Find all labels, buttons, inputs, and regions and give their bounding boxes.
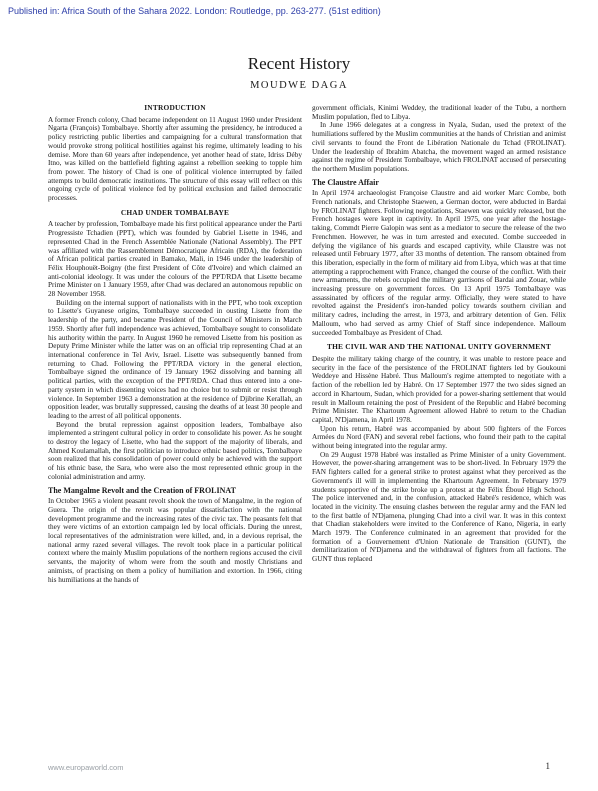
paragraph: A teacher by profession, Tombalbaye made his first political appearance under the Parti Progressiste Tchadien (PPT), which was founded by Gabriel Lisette in 1946, and represented Chad in the French Assemblée Nationale (National Assembly). The PPT was affiliated with the Rassemblement Démocratique Africain (RDA), the federation of African political parties created in Bamako, Mali, in 1946 under the leadership of Félix Houphouët-Boigny (the first President of Côte d'Ivoire) and which claimed an anti-colonial ideology. It was under the colours of the PPT/RDA that Lisette became Prime Minister on 1 January 1959, after Chad was declared an autonomous republic on 28 November 1958. <box>48 220 302 299</box>
paragraph: Building on the internal support of nationalists with in the PPT, who took exception to Lisette's Guyanese origins, Tombalbaye succeeded in ousting Lisette from the leadership of the party, and became President of the Council of Ministers in March 1959. Shortly after full independence was achieved, Tombalbaye sought to consolidate his authority within the party. In August 1960 he removed Lisette from his position as Deputy Prime Minister while the latter was on an official trip representing Chad at an international conference in Tel Aviv, Israel. Lisette was subsequently banned from returning to Chad. Following the PPT/RDA victory in the general election, Tombalbaye signed the ordinance of 19 January 1962 dissolving and banning all political parties, with the exception of the PPT/RDA. Chad thus entered into a one-party system in which dissenting voices had no choice but to submit or resist through violence. In September 1963 a demonstration at the residence of Djibrine Kerallah, an opposition leader, was brutally suppressed, causing the deaths of at least 30 people and leading to the arrest of all political opponents. <box>48 298 302 420</box>
subsection-heading: The Mangalme Revolt and the Creation of FROLINAT <box>48 485 236 495</box>
subsection-heading: The Claustre Affair <box>312 177 379 187</box>
paragraph: A former French colony, Chad became independent on 11 August 1960 under President Ngarta (François) Tombalbaye. Shortly after assuming the presidency, he introduced a policy restricting public liberties and campaigning for a cultural transformation that would provoke strong political hostilities against his regime, ultimately leading to his demise. More than 60 years after independence, yet another head of state, Idriss Déby Itno, was killed on the battlefield fighting against a rebellion seeking to topple him from power. The history of Chad is one of political violence interrupted by failed attempts to build democratic institutions. The structure of this essay will reflect on this ongoing cycle of political violence fed by political exclusion and failed democratic processes. <box>48 115 302 203</box>
paragraph: Despite the military taking charge of the country, it was unable to restore peace and security in the face of the persistence of the FROLINAT fighters led by Goukouni Weddeye and Hissène Habré. Thus Malloum's regime attempted to negotiate with a faction of the rebellion led by Habré. On 17 September 1977 the two sides signed an accord in Khartoum, Sudan, which provided for a power-sharing settlement that would result in Malloum retaining the post of President of the Republic and Habré becoming Prime Minister. The Khartoum Agreement allowed Habré to return to the Chadian capital, N'Djamena, in April 1978. <box>312 354 566 424</box>
left-column <box>48 104 302 759</box>
paragraph: In June 1966 delegates at a congress in Nyala, Sudan, used the pretext of the humiliations suffered by the Muslim communities at the hands of Christian and animist civil servants to found the Front de Libération Nationale du Tchad (FROLINAT). Under the leadership of Ibrahim Abatcha, the movement waged an armed resistance against the regime of President Tombalbaye, which FROLINAT accused of persecuting the northern Muslim populations. <box>312 121 566 173</box>
paragraph: On 29 August 1978 Habré was installed as Prime Minister of a unity Government. However, the power-sharing arrangement was to be short-lived. In February 1979 the FAN fighters called for a general strike to protest against what they perceived as the Government's ill will in implementing the Khartoum Agreement. In February 1979 students supportive of the strike broke up a protest at the Félix Éboué High School. The police intervened and, in the confusion, attacked Habré's residence, which was located in the vicinity. The ensuing clashes between the regular army and the FAN led to the first battle of N'Djamena, plunging Chad into a civil war. It was in this context that Chadian stakeholders were invited to the Conference of Kano, Nigeria, in early March 1979. The Conference culminated in an agreement that provided for the formation of a Gouvernement d'Union Nationale de Transition (GUNT), the demilitarization of N'Djamena and the withdrawal of fighters from all factions. The GUNT thus replaced <box>312 450 566 564</box>
section-heading: CHAD UNDER TOMBALBAYE <box>120 207 230 217</box>
page-number: 1 <box>545 761 550 771</box>
page-title: Recent History <box>247 54 351 73</box>
section-heading: INTRODUCTION <box>144 104 206 112</box>
right-column <box>312 104 566 759</box>
paragraph: government officials, Kinimi Weddey, the traditional leader of the Tubu, a northern Muslim population, fled to Libya. <box>312 104 566 121</box>
footer-url[interactable]: www.europaworld.com <box>48 763 124 772</box>
paragraph: In April 1974 archaeologist Françoise Claustre and aid worker Marc Combe, both French nationals, and Christophe Staewen, a German doctor, were abducted in Bardai by FROLINAT fighters. Following negotiations, Staewen was quickly released, but the French hostages were kept in captivity. In April 1975, one year after the hostage-taking, Commdt Pierre Galopin was sent as a mediator to secure the release of the two Frenchmen. However, he was in turn arrested and executed. Combe succeeded in defying the vigilance of his guards and escaped captivity, while Claustre was not released until February 1977, after 33 months of detention. The ransom obtained from this liberation, especially in the form of military aid from Libya, which was at that time attempting a rapprochement with France, changed the course of the conflict. With their new armaments, the rebels occupied the military garrisons of Bardai and Zouar, while increasing pressure on government forces. On 13 April 1975 Tombalbaye was assassinated by officers of the regular army. Officially, they were stated to have revolted against the President's iron-handed policy towards southern civilian and military cadres, including the arrest, in 1973, and arbitrary detention of Gen. Félix Malloum, who had served as army Chief of Staff since independence. Malloum succeeded Tombalbaye as President of Chad. <box>312 189 566 337</box>
section-heading: THE CIVIL WAR AND THE NATIONAL UNITY GOVERNMENT <box>326 342 552 352</box>
paragraph: Upon his return, Habré was accompanied by about 500 fighters of the Forces Armées du Nord (FAN) and several rebel factions, who found their path to the capital without being integrated into the regular army. <box>312 424 566 451</box>
publication-note: Published in: Africa South of the Sahara 2022. London: Routledge, pp. 263-277. (51st edition) <box>8 6 381 16</box>
author-name: MOUDWE DAGA <box>250 80 348 91</box>
paragraph: In October 1965 a violent peasant revolt shook the town of Mangalme, in the region of Guera. The origin of the revolt was popular dissatisfaction with the national development programme and the increasing rates of the civic tax. The peasants felt that they were victims of an extortion campaign led by local officials. During the unrest, local representatives of the administration were killed, and, in a devious reprisal, the national army razed several villages. The revolt took place in a particular political context where the mainly Muslim populations of the northern regions accused the civil servants, the majority of whom were from the south and mostly Christians and animists, of practising on them a policy of humiliation and extortion. In 1966, citing his humiliations at the hands of <box>48 497 302 584</box>
paragraph: Beyond the brutal repression against opposition leaders, Tombalbaye also implemented a stringent cultural policy in order to consolidate his power. As he sought to destroy the legacy of Lisette, who had the support of the majority of liberals, and Ahmed Koulamallah, the first politician to introduce ethnic based politics, Tombalbaye soon realized that his consolidation of power could only be achieved with the support of his ethnic base, the Sara, who were also the most represented ethnic group in the colonial administration and army. <box>48 420 302 481</box>
